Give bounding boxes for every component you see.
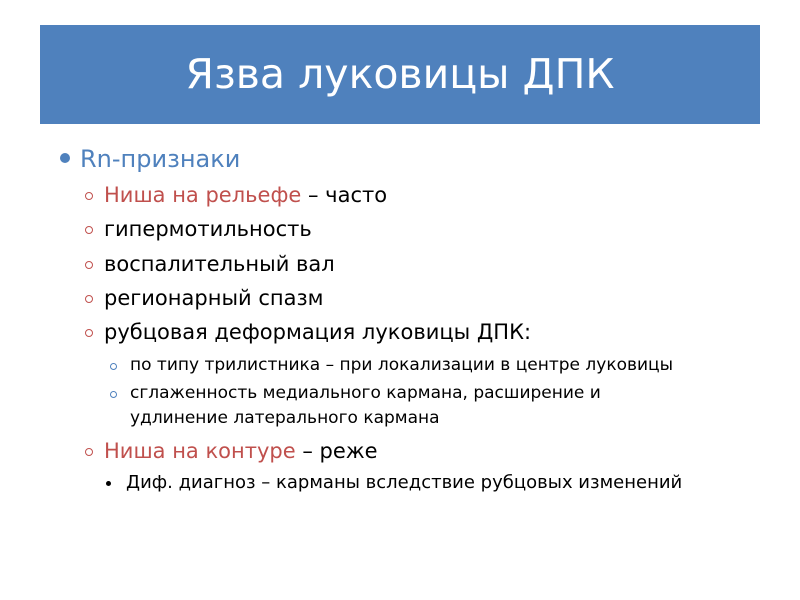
ring-bullet-icon (110, 391, 117, 398)
ring-bullet-icon (85, 192, 93, 200)
highlight-text: Ниша на рельефе (104, 183, 302, 207)
ring-bullet-icon (85, 226, 93, 234)
list-item-scar-deformation: рубцовая деформация луковицы ДПК: (104, 320, 532, 344)
ring-bullet-icon (85, 329, 93, 337)
ring-bullet-icon (85, 261, 93, 269)
list-item-hypermotility: гипермотильность (104, 217, 312, 241)
item-suffix: – часто (301, 183, 388, 207)
dot-bullet-icon (106, 481, 111, 486)
item-suffix: – реже (295, 439, 378, 463)
section-heading: Rn-признаки (80, 145, 241, 173)
list-item-niche-contour (104, 441, 378, 462)
subitem-smoothing-line1: сглаженность медиального кармана, расширение и (130, 383, 601, 403)
ring-bullet-icon (85, 295, 93, 303)
title-bar (40, 25, 760, 124)
disc-bullet-icon (60, 153, 70, 163)
list-item-regional-spasm: регионарный спазм (104, 286, 324, 310)
ring-bullet-icon (110, 363, 117, 370)
subitem-trefoil: по типу трилистника – при локализации в центре луковицы (130, 355, 674, 375)
subitem-smoothing-line2: удлинение латерального кармана (130, 408, 440, 428)
highlight-text: Ниша на контуре (104, 439, 296, 463)
list-item-niche-relief (104, 185, 387, 206)
ring-bullet-icon (85, 448, 93, 456)
differential-diagnosis-note: Диф. диагноз – карманы вследствие рубцовых изменений (126, 472, 683, 493)
list-item-inflammatory-ridge: воспалительный вал (104, 252, 335, 276)
slide-title: Язва луковицы ДПК (185, 50, 615, 98)
